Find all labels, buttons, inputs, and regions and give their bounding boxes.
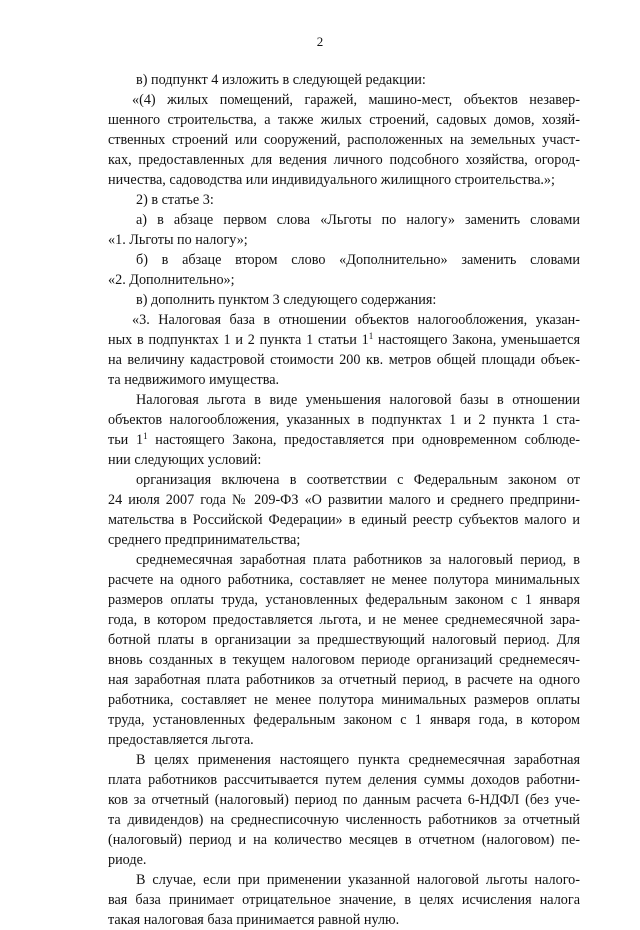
text-line — [108, 770, 580, 790]
text-line — [108, 850, 580, 870]
text-line — [108, 550, 580, 570]
text-line — [108, 410, 580, 430]
text-line-part: труда, установленных федеральным законом с 1 января года, в котором — [108, 712, 580, 728]
text-line — [108, 130, 580, 150]
text-line-part: работника, составляет не менее полутора минимальных размеров оплаты — [108, 692, 580, 708]
text-line-part: вая база принимает отрицательное значение, в целях исчисления налога — [108, 892, 580, 908]
text-line-part: в) подпункт 4 изложить в следующей редакции: — [136, 72, 426, 88]
text-line — [108, 510, 580, 530]
text-line — [108, 570, 580, 590]
text-line — [108, 170, 580, 190]
text-line — [108, 750, 580, 770]
text-line — [108, 310, 580, 330]
text-line — [108, 250, 580, 270]
text-line — [108, 670, 580, 690]
text-line — [108, 590, 580, 610]
text-line — [108, 230, 580, 250]
text-line-part: среднемесячная заработная плата работников за налоговый период, в — [136, 552, 580, 568]
text-line — [108, 390, 580, 410]
text-line-part: в) дополнить пунктом 3 следующего содержания: — [136, 292, 437, 308]
text-line — [108, 90, 580, 110]
text-line-part: мательства в Российской Федерации» в единый реестр субъектов малого и — [108, 512, 580, 528]
text-line-part: В случае, если при применении указанной налоговой льготы налого- — [136, 872, 580, 888]
text-line — [108, 790, 580, 810]
text-line-part: настоящего Закона, предоставляется при одновременном соблюде- — [147, 432, 580, 448]
text-line-part: ках, предоставленных для ведения личного подсобного хозяйства, огород- — [108, 152, 580, 168]
text-line-part: ных в подпунктах 1 и 2 пункта 1 статьи 1 — [108, 332, 369, 348]
page-number: 2 — [316, 34, 324, 49]
text-line — [108, 650, 580, 670]
text-line — [108, 870, 580, 890]
text-line — [108, 610, 580, 630]
text-line-part: нии следующих условий: — [108, 452, 262, 468]
text-line — [108, 530, 580, 550]
text-line-part: плата работников рассчитывается путем деления суммы доходов работни- — [108, 772, 580, 788]
text-line — [108, 830, 580, 850]
text-line — [108, 110, 580, 130]
text-line-part: та дивидендов) на среднесписочную численность работников за отчетный — [108, 812, 580, 828]
text-line — [108, 810, 580, 830]
text-line — [108, 330, 580, 350]
text-line — [108, 190, 580, 210]
text-line — [108, 210, 580, 230]
superscript: 1 — [143, 431, 148, 441]
text-line — [108, 350, 580, 370]
text-line — [108, 910, 580, 930]
text-line-part: ничества, садоводства или индивидуального жилищного строительства.»; — [108, 172, 555, 188]
text-line-part: предоставляется льгота. — [108, 732, 254, 748]
text-line — [108, 270, 580, 290]
text-line-part: та недвижимого имущества. — [108, 372, 280, 388]
text-line-part: ков за отчетный (налоговый) период по данным расчета 6-НДФЛ (без уче- — [108, 792, 580, 808]
text-line — [108, 890, 580, 910]
text-line-part: а) в абзаце первом слова «Льготы по налогу» заменить словами — [136, 212, 580, 228]
text-line-part: ственных строений или сооружений, расположенных на земельных участ- — [108, 132, 580, 148]
document-body — [108, 70, 580, 930]
text-line — [108, 710, 580, 730]
text-line-part: б) в абзаце втором слово «Дополнительно» заменить словами — [136, 252, 580, 268]
text-line — [108, 450, 580, 470]
text-line-part: шенного строительства, а также жилых строений, садовых домов, хозяй- — [108, 112, 580, 128]
text-line — [108, 630, 580, 650]
text-line-part: (налоговый) период и на количество месяцев в отчетном (налоговом) пе- — [108, 832, 580, 848]
text-line — [108, 490, 580, 510]
text-line-part: ботной платы в организации за предшествующий налоговый период. Для — [108, 632, 580, 648]
text-line-part: 24 июля 2007 года № 209-ФЗ «О развитии малого и среднего предприни- — [108, 492, 580, 508]
text-line — [108, 690, 580, 710]
text-line-part: 2) в статье 3: — [136, 192, 214, 208]
text-line-part: среднего предпринимательства; — [108, 532, 301, 548]
text-line-part: объектов налогообложения, указанных в подпунктах 1 и 2 пункта 1 ста- — [108, 412, 580, 428]
text-line-part: года, в котором предоставляется льгота, и не менее среднемесячной зара- — [108, 612, 580, 628]
text-line — [108, 290, 580, 310]
text-line-part: риоде. — [108, 852, 147, 868]
text-line-part: В целях применения настоящего пункта среднемесячная заработная — [136, 752, 580, 768]
text-line-part: Налоговая льгота в виде уменьшения налоговой базы в отношении — [136, 392, 580, 408]
text-line — [108, 430, 580, 450]
text-line-part: настоящего Закона, уменьшается — [373, 332, 580, 348]
text-line-part: расчете на одного работника, составляет не менее полутора минимальных — [108, 572, 580, 588]
text-line — [108, 370, 580, 390]
text-line-part: вновь созданных в текущем налоговом периоде организаций среднемесяч- — [108, 652, 580, 668]
text-line-part: «2. Дополнительно»; — [108, 272, 235, 288]
text-line-part: размеров оплаты труда, установленных федеральным законом с 1 января — [108, 592, 580, 608]
text-line-part: такая налоговая база принимается равной нулю. — [108, 912, 400, 928]
text-line — [108, 730, 580, 750]
text-line — [108, 70, 580, 90]
text-line-part: организация включена в соответствии с Федеральным законом от — [136, 472, 580, 488]
text-line-part: тьи 1 — [108, 432, 144, 448]
superscript: 1 — [368, 331, 374, 341]
text-line-part: «(4) жилых помещений, гаражей, машино-мест, объектов незавер- — [132, 92, 580, 108]
text-line-part: ная заработная плата работников за отчетный период, в расчете на одного — [108, 672, 580, 688]
text-line — [108, 150, 580, 170]
text-line-part: «1. Льготы по налогу»; — [108, 232, 248, 248]
text-line-part: на величину кадастровой стоимости 200 кв. метров общей площади объек- — [108, 352, 580, 368]
text-line — [108, 470, 580, 490]
text-line-part: «3. Налоговая база в отношении объектов налогообложения, указан- — [132, 312, 580, 328]
